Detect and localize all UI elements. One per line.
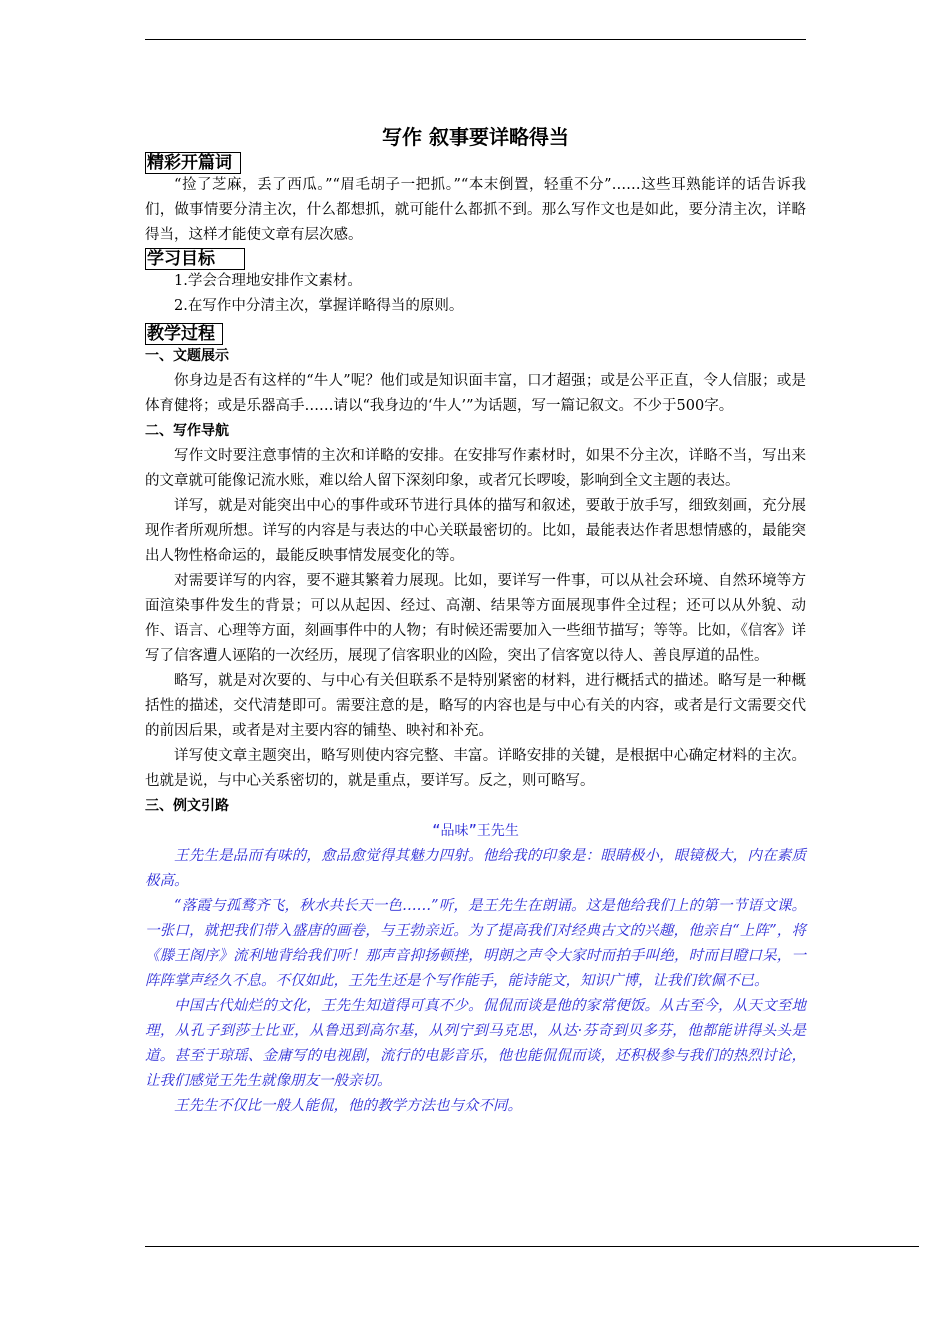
example-paragraph: “落霞与孤鹜齐飞，秋水共长天一色……”听，是王先生在朗诵。这是他给我们上的第一节语文课。一张口，就把我们带入盛唐的画卷，与王勃亲近。为了提高我们对经典古文的兴趣，他亲自“上阵”，将《滕王阁序》流利地背给我们听！那声音抑扬顿挫，明朗之声令大家时而拍手叫绝，时而目瞪口呆，一阵阵掌声经久不息。不仅如此，王先生还是个写作能手，能诗能文，知识广博，让我们钦佩不已。	[145, 898, 806, 989]
example-paragraph: 王先生是品而有味的，愈品愈觉得其魅力四射。他给我的印象是：眼睛极小，眼镜极大，内在素质极高。	[145, 848, 806, 889]
section-goals	[145, 248, 806, 269]
footer-rule	[145, 1246, 919, 1247]
opening-paragraph: “捡了芝麻，丢了西瓜。”“眉毛胡子一把抓。”“本末倒置，轻重不分”……这些耳熟能详的话告诉我们，做事情要分清主次，什么都想抓，就可能什么都抓不到。那么写作文也是如此，要分清主次，详略得当，这样才能使文章有层次感。	[145, 177, 806, 243]
guide-paragraph: 详写使文章主题突出，略写则使内容完整、丰富。详略安排的关键，是根据中心确定材料的主次。也就是说，与中心关系密切的，就是重点，要详写。反之，则可略写。	[145, 748, 806, 789]
example-paragraph: 中国古代灿烂的文化，王先生知道得可真不少。侃侃而谈是他的家常便饭。从古至今，从天文至地理，从孔子到莎士比亚，从鲁迅到高尔基，从列宁到马克思，从达·芬奇到贝多芬，他都能讲得头头是道。甚至于琼瑶、金庸写的电视剧，流行的电影音乐，他也能侃侃而谈，还积极参与我们的热烈讨论，让我们感觉王先生就像朋友一般亲切。	[145, 998, 806, 1089]
subheading-example: 三、例文引路	[145, 798, 229, 814]
section-heading-process: 教学过程	[145, 323, 223, 345]
example-paragraph: 王先生不仅比一般人能侃，他的教学方法也与众不同。	[174, 1098, 522, 1114]
guide-paragraph: 对需要详写的内容，要不避其繁着力展现。比如，要详写一件事，可以从社会环境、自然环境等方面渲染事件发生的背景；可以从起因、经过、高潮、结果等方面展现事件全过程；还可以从外貌、动作、语言、心理等方面，刻画事件中的人物；有时候还需要加入一些细节描写；等等。比如，《信客》详写了信客遭人诬陷的一次经历，展现了信客职业的凶险，突出了信客宽以待人、善良厚道的品性。	[145, 573, 806, 664]
header-rule	[145, 39, 806, 40]
subheading-topic: 一、文题展示	[145, 348, 229, 364]
section-process	[145, 323, 806, 344]
goal-item: 2.在写作中分清主次，掌握详略得当的原则。	[174, 298, 464, 314]
guide-paragraph: 写作文时要注意事情的主次和详略的安排。在安排写作素材时，如果不分主次，详略不当，写出来的文章就可能像记流水账，难以给人留下深刻印象，或者冗长啰唆，影响到全文主题的表达。	[145, 448, 806, 489]
section-opening	[145, 152, 806, 173]
guide-paragraph: 详写，就是对能突出中心的事件或环节进行具体的描写和叙述，要敢于放手写，细致刻画，充分展现作者所观所想。详写的内容是与表达的中心关联最密切的。比如，最能表达作者思想情感的，最能突出人物性格命运的，最能反映事情发展变化的等。	[145, 498, 806, 564]
example-essay-title: “品味”王先生	[432, 823, 519, 839]
section-heading-goals: 学习目标	[145, 248, 245, 270]
document-title: 写作 叙事要详略得当	[382, 125, 569, 149]
subheading-guide: 二、写作导航	[145, 423, 229, 439]
goal-item: 1.学会合理地安排作文素材。	[174, 273, 362, 289]
section-heading-opening: 精彩开篇词	[145, 152, 241, 174]
document-body	[145, 122, 806, 1119]
topic-paragraph: 你身边是否有这样的“牛人”呢？他们或是知识面丰富，口才超强；或是公平正直，令人信服；或是体育健将；或是乐器高手……请以“我身边的‘牛人’”为话题，写一篇记叙文。不少于500字。	[145, 373, 806, 414]
guide-paragraph: 略写，就是对次要的、与中心有关但联系不是特别紧密的材料，进行概括式的描述。略写是一种概括性的描述，交代清楚即可。需要注意的是，略写的内容也是与中心有关的内容，或者是行文需要交代的前因后果，或者是对主要内容的铺垫、映衬和补充。	[145, 673, 806, 739]
